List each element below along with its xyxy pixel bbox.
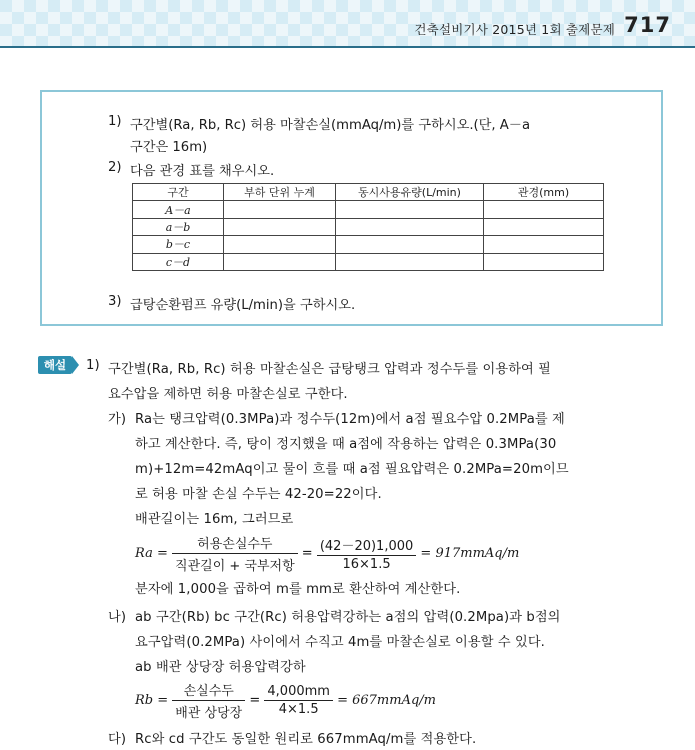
table-cell-empty xyxy=(336,236,484,253)
solution-da-label: 다) xyxy=(108,732,127,747)
table-cell-empty xyxy=(224,253,336,270)
question-item-2-text: 다음 관경 표를 채우시오. xyxy=(130,164,275,179)
table-cell-empty xyxy=(224,236,336,253)
question-item-1-line-2: 구간은 16m) xyxy=(130,140,208,155)
question-item-1-number: 1) xyxy=(108,114,122,129)
ra-fraction-2-numerator: (42－20)1,000 xyxy=(317,535,416,556)
table-row xyxy=(133,201,604,218)
table-cell-empty xyxy=(224,218,336,235)
solution-na-label: 나) xyxy=(108,610,127,625)
question-item-3-text: 급탕순환펌프 유량(L/min)을 구하시오. xyxy=(130,298,356,313)
ra-result: = 917mmAq/m xyxy=(420,546,520,561)
table-cell-section: A－a xyxy=(133,201,224,218)
table-cell-empty xyxy=(336,201,484,218)
table-cell-empty xyxy=(336,253,484,270)
table-header-row xyxy=(133,184,604,201)
rb-formula xyxy=(135,680,436,721)
rb-fraction-1-denominator: 배관 상당장 xyxy=(175,706,243,721)
rb-fraction-2 xyxy=(264,684,333,717)
question-item-2-number: 2) xyxy=(108,160,122,175)
table-cell-section: c－d xyxy=(133,253,224,270)
solution-ga-line-5: 배관길이는 16m, 그러므로 xyxy=(135,512,294,527)
table-cell-section: b－c xyxy=(133,236,224,253)
solution-ga-line-6: 분자에 1,000을 곱하여 m를 mm로 환산하여 계산한다. xyxy=(135,582,461,597)
ra-equals: = xyxy=(301,546,313,561)
ra-fraction-2-denominator: 16×1.5 xyxy=(342,557,391,572)
table-cell-empty xyxy=(336,218,484,235)
solution-ga-line-4: 로 허용 마찰 손실 수두는 42-20=22이다. xyxy=(135,487,382,502)
rb-fraction-1-numerator: 손실수두 xyxy=(172,680,245,701)
question-item-3-number: 3) xyxy=(108,294,122,309)
solution-da-line-1: Rc와 cd 구간도 동일한 원리로 667mmAq/m를 적용한다. xyxy=(135,732,477,747)
pipe-size-table xyxy=(132,183,604,271)
running-header-title: 건축설비기사 2015년 1회 출제문제 xyxy=(414,22,615,37)
solution-p1-line-2: 요수압을 제하면 허용 마찰손실로 구한다. xyxy=(108,387,348,402)
solution-ga-line-2: 하고 계산한다. 즉, 탕이 정지했을 때 a점에 작용하는 압력은 0.3MPa(30 xyxy=(135,437,557,452)
rb-result: = 667mmAq/m xyxy=(337,693,437,708)
solution-ga-line-3: m)+12m=42mAq이고 물이 흐를 때 a점 필요압력은 0.2MPa=20m이므 xyxy=(135,462,569,477)
table-cell-empty xyxy=(484,218,604,235)
solution-na-line-2: 요구압력(0.2MPa) 사이에서 수직고 4m를 마찰손실로 이용할 수 있다. xyxy=(135,635,545,650)
ra-fraction-1-numerator: 허용손실수두 xyxy=(172,533,298,554)
solution-badge: 해설 xyxy=(38,356,72,374)
table-cell-empty xyxy=(224,201,336,218)
ra-lhs: Ra = xyxy=(135,546,168,561)
header-rule xyxy=(0,46,695,48)
rb-equals: = xyxy=(249,693,261,708)
ra-fraction-1-denominator: 직관길이 + 국부저항 xyxy=(175,559,295,574)
page-number: 717 xyxy=(624,13,671,37)
table-header-load-units: 부하 단위 누계 xyxy=(224,184,336,201)
rb-fraction-1 xyxy=(172,680,245,721)
rb-lhs: Rb = xyxy=(135,693,169,708)
table-row xyxy=(133,236,604,253)
rb-fraction-2-numerator: 4,000mm xyxy=(264,684,333,701)
question-item-1-line-1: 구간별(Ra, Rb, Rc) 허용 마찰손실(mmAq/m)를 구하시오.(단, A－a xyxy=(130,118,531,133)
solution-ga-label: 가) xyxy=(108,412,127,427)
ra-fraction-2 xyxy=(317,535,416,572)
table-row xyxy=(133,218,604,235)
table-header-flow: 동시사용유량(L/min) xyxy=(336,184,484,201)
table-cell-empty xyxy=(484,201,604,218)
solution-ga-line-1: Ra는 탱크압력(0.3MPa)과 정수두(12m)에서 a점 필요수압 0.2MPa를 제 xyxy=(135,412,565,427)
rb-fraction-2-denominator: 4×1.5 xyxy=(278,702,319,717)
table-row xyxy=(133,253,604,270)
ra-fraction-1 xyxy=(172,533,298,574)
solution-na-line-3: ab 배관 상당장 허용압력강하 xyxy=(135,660,306,675)
table-header-pipe-size: 관경(mm) xyxy=(484,184,604,201)
ra-formula xyxy=(135,533,519,574)
table-cell-empty xyxy=(484,253,604,270)
solution-na-line-1: ab 구간(Rb) bc 구간(Rc) 허용압력강하는 a점의 압력(0.2Mpa)과 b점의 xyxy=(135,610,561,625)
solution-p1-line-1: 구간별(Ra, Rb, Rc) 허용 마찰손실은 급탕탱크 압력과 정수두를 이용하여 필 xyxy=(108,362,552,377)
table-cell-empty xyxy=(484,236,604,253)
solution-p1-number: 1) xyxy=(86,358,100,373)
table-header-section: 구간 xyxy=(133,184,224,201)
table-cell-section: a－b xyxy=(133,218,224,235)
